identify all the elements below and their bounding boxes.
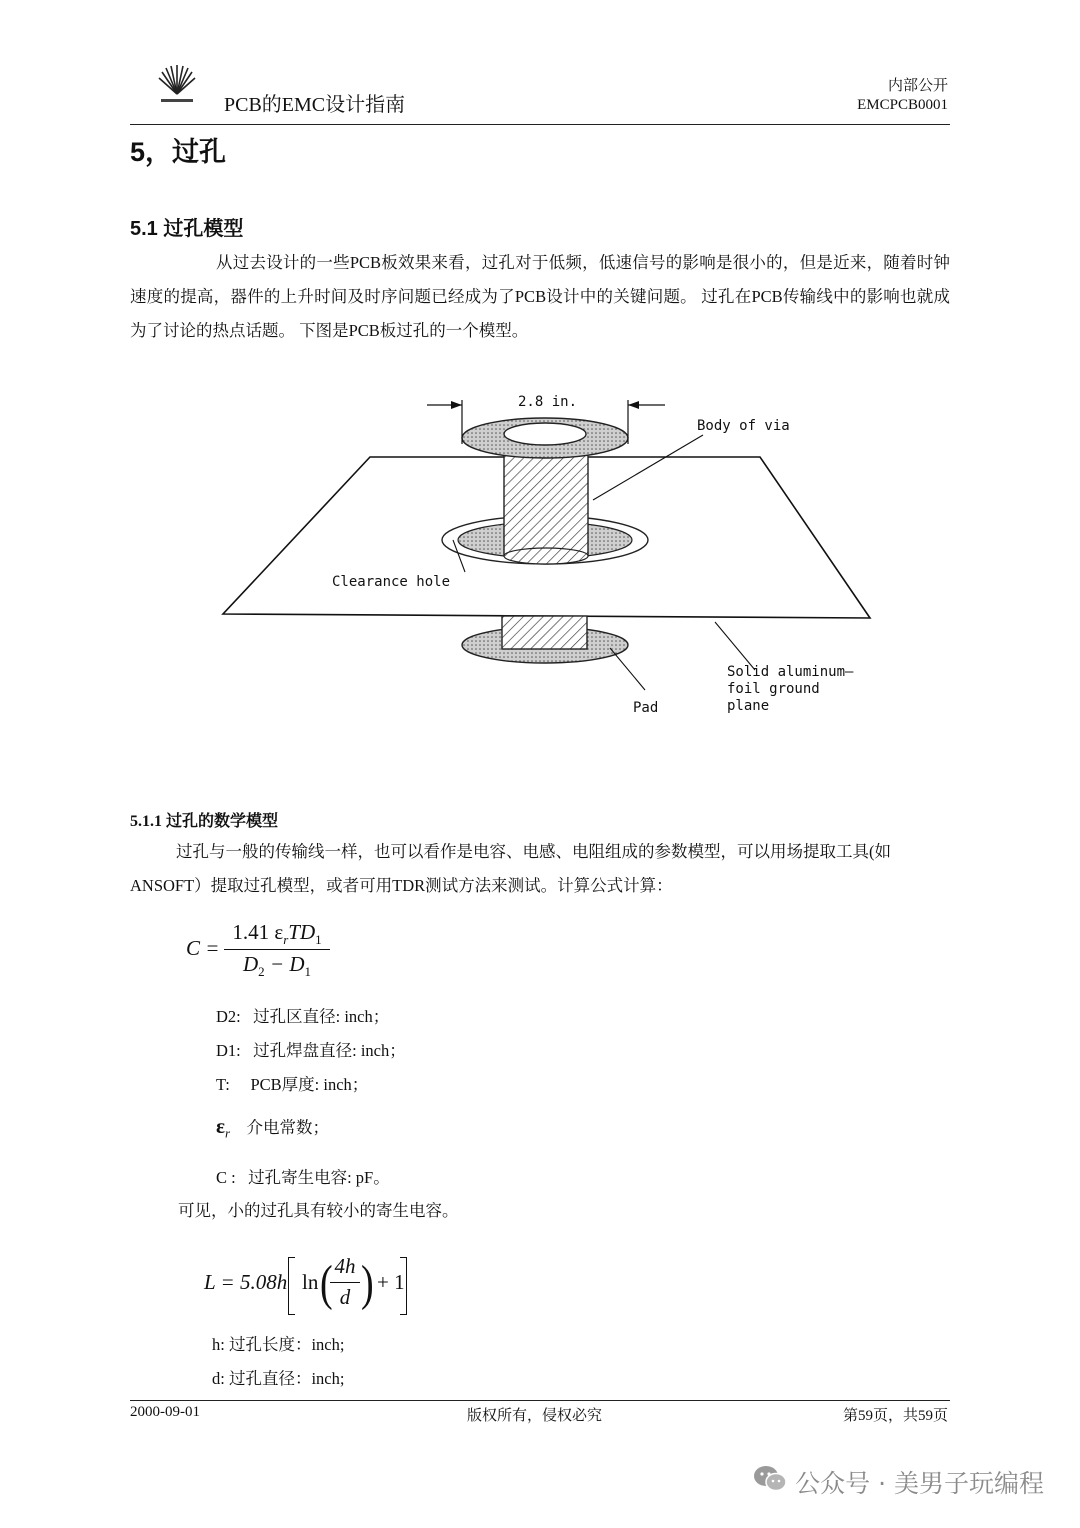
document-title: PCB的EMC设计指南 [224,94,406,116]
company-logo [155,64,199,108]
header-rule [130,124,950,125]
var-d1: D1: 过孔焊盘直径: inch； [216,1041,406,1060]
ground-plane-label: Solid aluminum– foil ground plane [727,664,854,714]
subsection-title: 5.1 过孔模型 [130,218,244,240]
inductance-formula: L = 5.08h ln ( 4h d ) + 1 [204,1254,424,1320]
var-t: T: PCB厚度: inch； [216,1075,369,1094]
var-d2: D2: 过孔区直径: inch； [216,1007,390,1026]
pad-label: Pad [633,700,659,716]
via-diameter-label: 2.8 in. [518,394,578,410]
footer-page-number: 第59页，共59页 [842,1408,948,1424]
watermark [753,1464,1044,1500]
var-c: C : 过孔寄生电容: pF。 [216,1168,390,1187]
capacitance-conclusion: 可见，小的过孔具有较小的寄生电容。 [178,1201,459,1220]
section-title: 5，过孔 [130,137,227,167]
footer-rule [130,1400,950,1401]
watermark-text: 公众号 · 美男子玩编程 [795,1469,1044,1498]
intro-paragraph: 从过去设计的一些PCB板效果来看，过孔对于低频，低速信号的影响是很小的，但是近来，随着时钟速度的提高，器件的上升时间及时序问题已经成为了PCB设计中的关键问题。 过孔在PCB传输线中的影响也就成为了讨论的热点话题。 下图是PCB板过孔的一个模型。 [130,253,950,340]
math-model-paragraph: 过孔与一般的传输线一样，也可以看作是电容、电感、电阻组成的参数模型，可以用场提取工具(如ANSOFT）提取过孔模型，或者可用TDR测试方法来测试。计算公式计算： [130,842,891,895]
var-d: d: 过孔直径：inch; [212,1369,345,1388]
footer-date: 2000-09-01 [130,1404,200,1420]
via-model-figure [215,380,885,725]
clearance-hole-label: Clearance hole [332,574,451,590]
document-code: EMCPCB0001 [857,97,948,113]
footer-copyright: 版权所有，侵权必究 [467,1408,603,1424]
wechat-icon [753,1465,787,1499]
var-h: h: 过孔长度：inch; [212,1335,345,1354]
body-of-via-label: Body of via [697,418,790,434]
math-model-title: 5.1.1 过孔的数学模型 [130,813,279,830]
classification-label: 内部公开 [887,78,948,94]
var-epsilon: $\varepsilon_r$ 介电常数； [216,1114,330,1141]
